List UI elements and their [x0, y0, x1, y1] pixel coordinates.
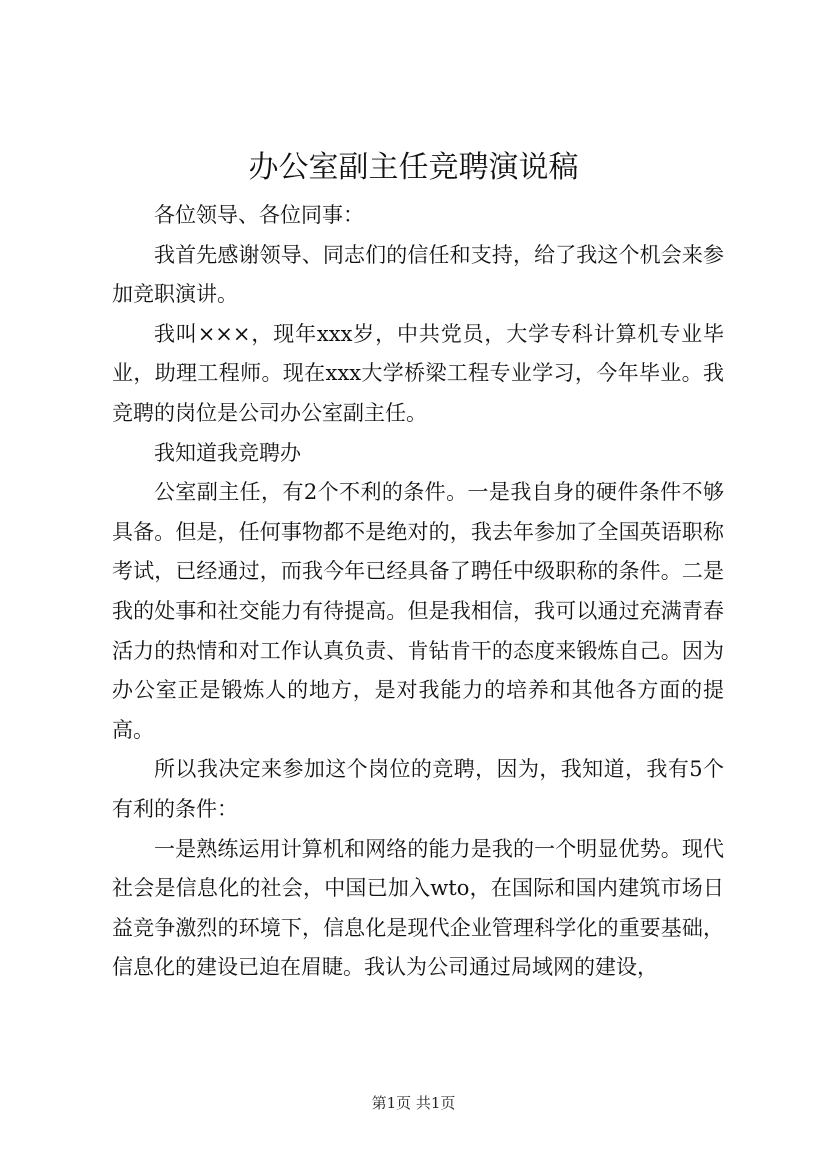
page-footer: 第1页 共1页	[371, 1094, 456, 1112]
paragraph-disadvantages: 公室副主任，有2个不利的条件。一是我自身的硬件条件不够具备。但是，任何事物都不是绝对的，我去年参加了全国英语职称考试，已经通过，而我今年已经具备了聘任中级职称的条件。二是我的处事和社交能力有待提高。但是我相信，我可以通过充满青春活力的热情和对工作认真负责、肯钻肯干的态度来锻炼自己。因为办公室正是锻炼人的地方，是对我能力的培养和其他各方面的提高。	[112, 480, 724, 742]
paragraph-thanks: 我首先感谢领导、同志们的信任和支持，给了我这个机会来参加竞职演讲。	[112, 242, 724, 307]
paragraph-decision: 所以我决定来参加这个岗位的竞聘，因为，我知道，我有5个有利的条件：	[112, 757, 724, 821]
document-title: 办公室副主任竞聘演说稿	[248, 150, 579, 185]
paragraph-greeting: 各位领导、各位同事：	[154, 203, 364, 227]
paragraph-introduction: 我叫×××，现年xxx岁，中共党员，大学专科计算机专业毕业，助理工程师。现在xxx大学桥梁工程专业学习，今年毕业。我竞聘的岗位是公司办公室副主任。	[112, 321, 724, 425]
paragraph-transition: 我知道我竞聘办	[154, 440, 301, 465]
paragraph-advantage-one: 一是熟练运用计算机和网络的能力是我的一个明显优势。现代社会是信息化的社会，中国已加入wto，在国际和国内建筑市场日益竞争激烈的环境下，信息化是现代企业管理科学化的重要基础，信息化的建设已迫在眉睫。我认为公司通过局域网的建设，	[112, 836, 724, 980]
document-body	[112, 196, 724, 988]
